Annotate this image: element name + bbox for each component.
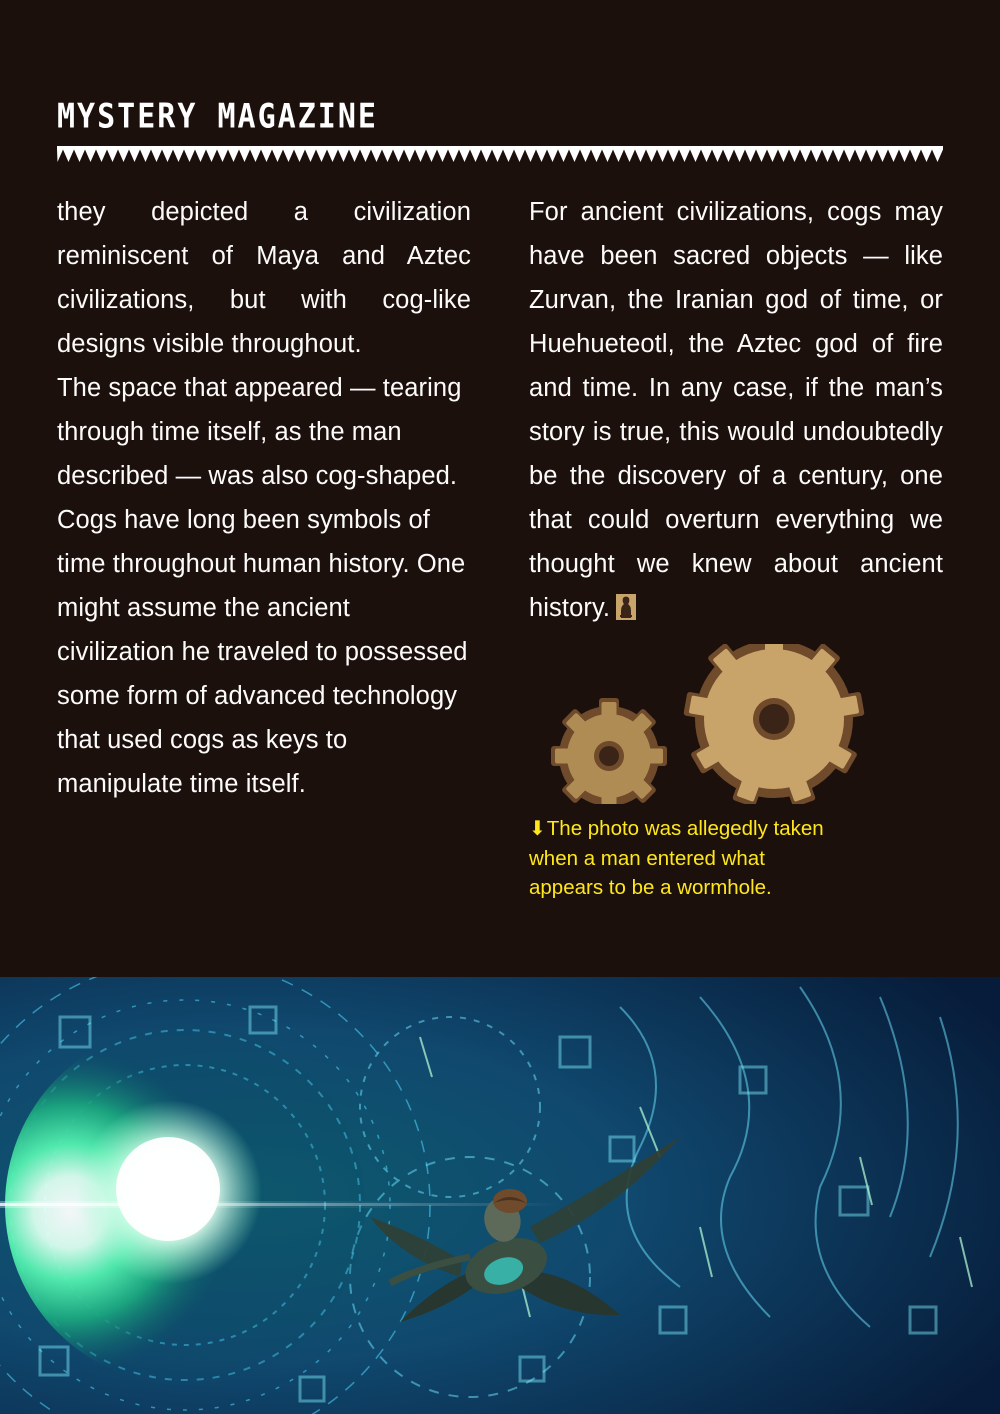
statue-endmark-icon (616, 590, 636, 616)
page-title: MYSTERY MAGAZINE (57, 97, 378, 137)
wormhole-photo (0, 977, 1000, 1414)
article-body-right (529, 190, 943, 630)
paragraph-text: For ancient civilizations, cogs may have been sacred objects — like Zurvan, the Iranian god of time, or Huehueteotl, the Aztec god of fire and time. In any case, if the man’s story is true, this would undoubtedly be the discovery of a century, one that could overturn everything we thought we knew about ancient history. (529, 198, 943, 622)
caption-line: appears to be a wormhole. (529, 876, 772, 899)
caption-line: when a man entered what (529, 847, 765, 870)
caption-text: The photo was allegedly taken (546, 817, 824, 840)
down-arrow-icon: ⬇ (529, 818, 546, 840)
article-column-right (529, 190, 943, 902)
paragraph (529, 190, 943, 630)
photo-caption (529, 814, 943, 902)
caption-line (529, 814, 943, 844)
article-columns (57, 190, 943, 902)
masthead-zigzag-decoration (57, 149, 943, 162)
paragraph: The space that appeared — tearing through time itself, as the man described — was also cog-shaped. Cogs have long been symbols of time throughout human history. One might assume the ancient civilization he traveled to possessed some form of advanced technology that used cogs as keys to manipulate time itself. (57, 374, 468, 798)
article-body-left (57, 190, 471, 806)
cogs-illustration (529, 644, 943, 804)
masthead (57, 97, 943, 162)
paragraph: they depicted a civilization reminiscent of Maya and Aztec civilizations, but with cog-like designs visible throughout. (57, 198, 471, 358)
article-column-left (57, 190, 471, 902)
